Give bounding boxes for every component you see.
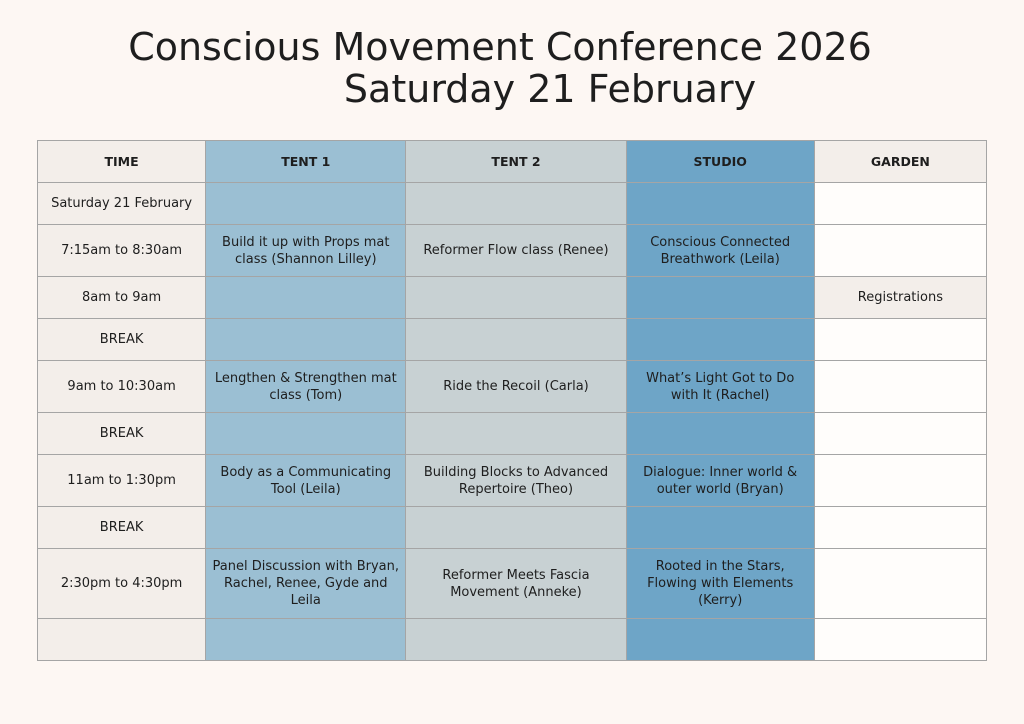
tent1-cell — [206, 183, 406, 225]
garden-cell — [814, 225, 986, 277]
page-title — [0, 26, 1024, 110]
studio-cell — [626, 507, 814, 549]
time-cell: 2:30pm to 4:30pm — [38, 549, 206, 619]
studio-cell — [626, 319, 814, 361]
header-tent2: TENT 2 — [406, 141, 626, 183]
tent1-cell: Body as a Communicating Tool (Leila) — [206, 455, 406, 507]
garden-cell — [814, 183, 986, 225]
studio-cell — [626, 413, 814, 455]
tent2-cell: Reformer Meets Fascia Movement (Anneke) — [406, 549, 626, 619]
tent1-cell — [206, 507, 406, 549]
tent1-cell: Panel Discussion with Bryan, Rachel, Renee, Gyde and Leila — [206, 549, 406, 619]
table-row — [38, 225, 987, 277]
studio-cell — [626, 277, 814, 319]
tent2-cell: Reformer Flow class (Renee) — [406, 225, 626, 277]
time-cell — [38, 619, 206, 661]
time-cell: 9am to 10:30am — [38, 361, 206, 413]
studio-cell: What’s Light Got to Do with It (Rachel) — [626, 361, 814, 413]
garden-cell — [814, 413, 986, 455]
tent2-cell: Building Blocks to Advanced Repertoire (Theo) — [406, 455, 626, 507]
header-garden: GARDEN — [814, 141, 986, 183]
studio-cell — [626, 619, 814, 661]
tent1-cell — [206, 619, 406, 661]
tent2-cell — [406, 183, 626, 225]
tent1-cell — [206, 319, 406, 361]
garden-cell — [814, 507, 986, 549]
table-row — [38, 507, 987, 549]
garden-cell — [814, 549, 986, 619]
tent2-cell — [406, 319, 626, 361]
schedule-table — [37, 140, 987, 661]
conference-date: Saturday 21 February — [343, 67, 757, 111]
conference-title: Conscious Movement Conference 2026 — [128, 25, 872, 69]
time-cell: 8am to 9am — [38, 277, 206, 319]
table-row — [38, 183, 987, 225]
table-row — [38, 619, 987, 661]
tent1-cell: Lengthen & Strengthen mat class (Tom) — [206, 361, 406, 413]
table-row — [38, 455, 987, 507]
tent2-cell — [406, 413, 626, 455]
tent2-cell — [406, 277, 626, 319]
studio-cell — [626, 183, 814, 225]
time-cell: 7:15am to 8:30am — [38, 225, 206, 277]
time-cell: BREAK — [38, 413, 206, 455]
tent1-cell: Build it up with Props mat class (Shannon Lilley) — [206, 225, 406, 277]
garden-cell — [814, 455, 986, 507]
studio-cell: Conscious Connected Breathwork (Leila) — [626, 225, 814, 277]
time-cell: BREAK — [38, 319, 206, 361]
header-studio: STUDIO — [626, 141, 814, 183]
tent2-cell — [406, 619, 626, 661]
header-row — [38, 141, 987, 183]
garden-cell — [814, 361, 986, 413]
tent1-cell — [206, 413, 406, 455]
time-cell: Saturday 21 February — [38, 183, 206, 225]
header-time: TIME — [38, 141, 206, 183]
table-row — [38, 549, 987, 619]
table-row — [38, 277, 987, 319]
header-tent1: TENT 1 — [206, 141, 406, 183]
studio-cell: Dialogue: Inner world & outer world (Bryan) — [626, 455, 814, 507]
time-cell: BREAK — [38, 507, 206, 549]
garden-cell — [814, 619, 986, 661]
table-row — [38, 361, 987, 413]
table-row — [38, 413, 987, 455]
garden-cell — [814, 319, 986, 361]
tent1-cell — [206, 277, 406, 319]
table-row — [38, 319, 987, 361]
studio-cell: Rooted in the Stars, Flowing with Elements (Kerry) — [626, 549, 814, 619]
tent2-cell: Ride the Recoil (Carla) — [406, 361, 626, 413]
garden-cell: Registrations — [814, 277, 986, 319]
tent2-cell — [406, 507, 626, 549]
time-cell: 11am to 1:30pm — [38, 455, 206, 507]
